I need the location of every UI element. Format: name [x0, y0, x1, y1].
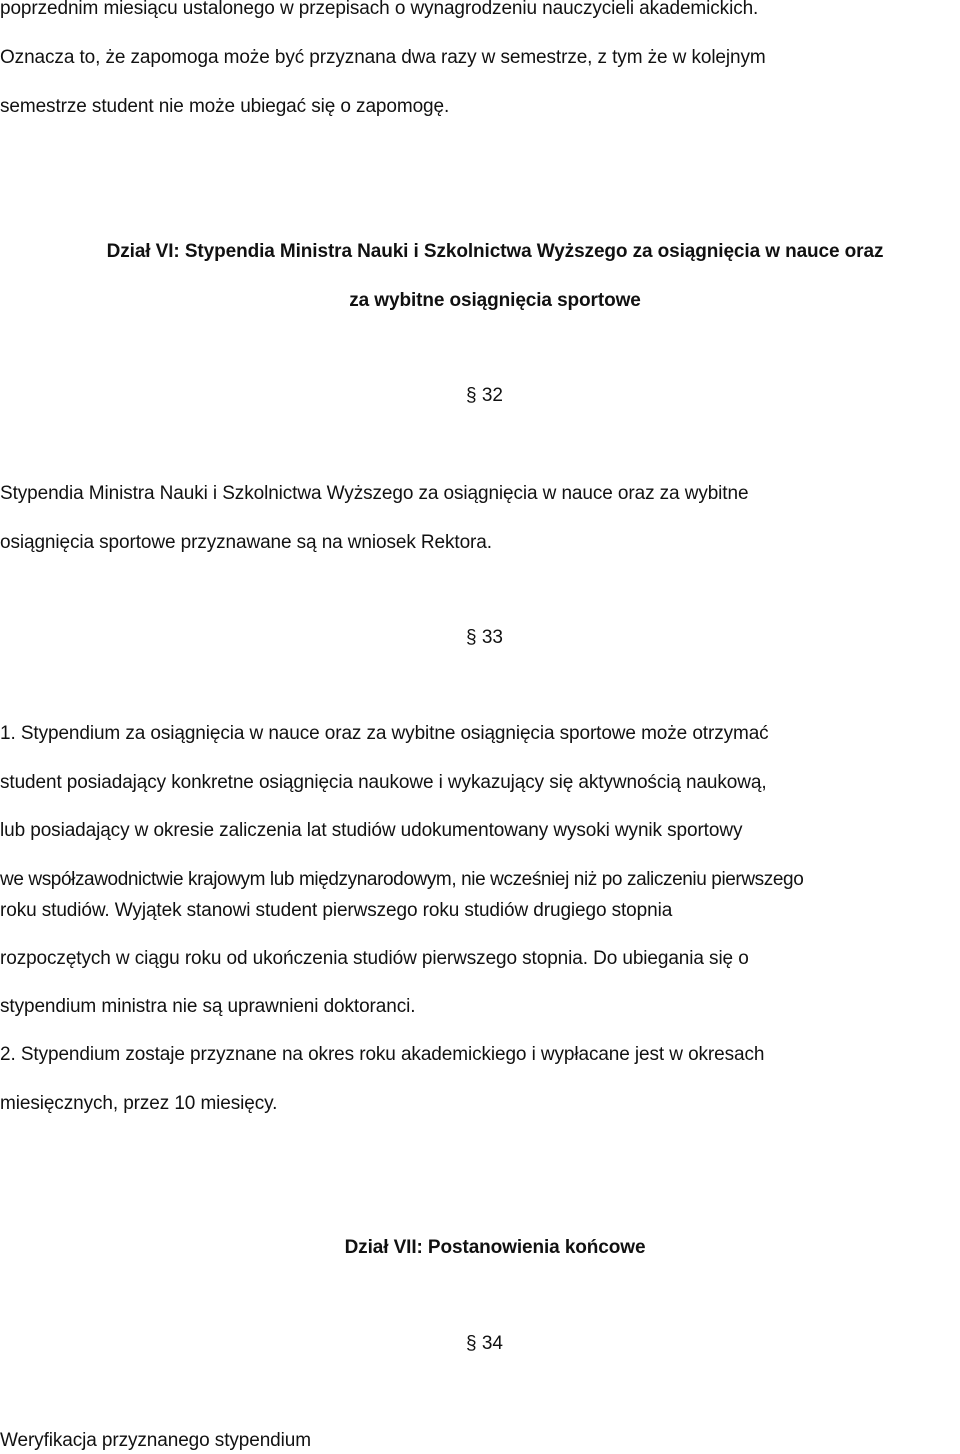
paragraph-33-mark: § 33	[466, 627, 503, 648]
paragraph-32-mark: § 32	[466, 385, 503, 406]
paragraph-33-line-4: we współzawodnictwie krajowym lub międzynarodowym, nie wcześniej niż po zaliczeniu pierwszego	[0, 869, 804, 890]
paragraph-33-line-8: 2. Stypendium zostaje przyznane na okres roku akademickiego i wypłacane jest w okresach	[0, 1044, 765, 1065]
paragraph-33-line-7: stypendium ministra nie są uprawnieni doktoranci.	[0, 996, 416, 1017]
paragraph-33-line-2: student posiadający konkretne osiągnięcia naukowe i wykazujący się aktywnością naukową,	[0, 772, 767, 793]
intro-line-2: Oznacza to, że zapomoga może być przyznana dwa razy w semestrze, z tym że w kolejnym	[0, 47, 766, 68]
paragraph-33-line-1: 1. Stypendium za osiągnięcia w nauce oraz za wybitne osiągnięcia sportowe może otrzymać	[0, 723, 769, 744]
paragraph-33-line-3: lub posiadający w okresie zaliczenia lat studiów udokumentowany wysoki wynik sportowy	[0, 820, 743, 841]
intro-line-1: poprzednim miesiącu ustalonego w przepisach o wynagrodzeniu nauczycieli akademickich.	[0, 0, 759, 19]
paragraph-33-line-5: roku studiów. Wyjątek stanowi student pierwszego roku studiów drugiego stopnia	[0, 900, 673, 921]
paragraph-32-line-1: Stypendia Ministra Nauki i Szkolnictwa Wyższego za osiągnięcia w nauce oraz za wybitne	[0, 483, 749, 504]
section-6-title-line-2: za wybitne osiągnięcia sportowe	[349, 290, 641, 311]
section-6-title-line-1: Dział VI: Stypendia Ministra Nauki i Szkolnictwa Wyższego za osiągnięcia w nauce oraz	[106, 241, 884, 262]
intro-line-3: semestrze student nie może ubiegać się o zapomogę.	[0, 96, 450, 117]
section-7-title: Dział VII: Postanowienia końcowe	[344, 1237, 646, 1258]
paragraph-32-line-2: osiągnięcia sportowe przyznawane są na wniosek Rektora.	[0, 532, 492, 553]
paragraph-34-mark: § 34	[466, 1333, 503, 1354]
paragraph-34-line-1: Weryfikacja przyznanego stypendium	[0, 1430, 311, 1451]
paragraph-33-line-6: rozpoczętych w ciągu roku od ukończenia studiów pierwszego stopnia. Do ubiegania się o	[0, 948, 749, 969]
paragraph-33-line-9: miesięcznych, przez 10 miesięcy.	[0, 1093, 278, 1114]
